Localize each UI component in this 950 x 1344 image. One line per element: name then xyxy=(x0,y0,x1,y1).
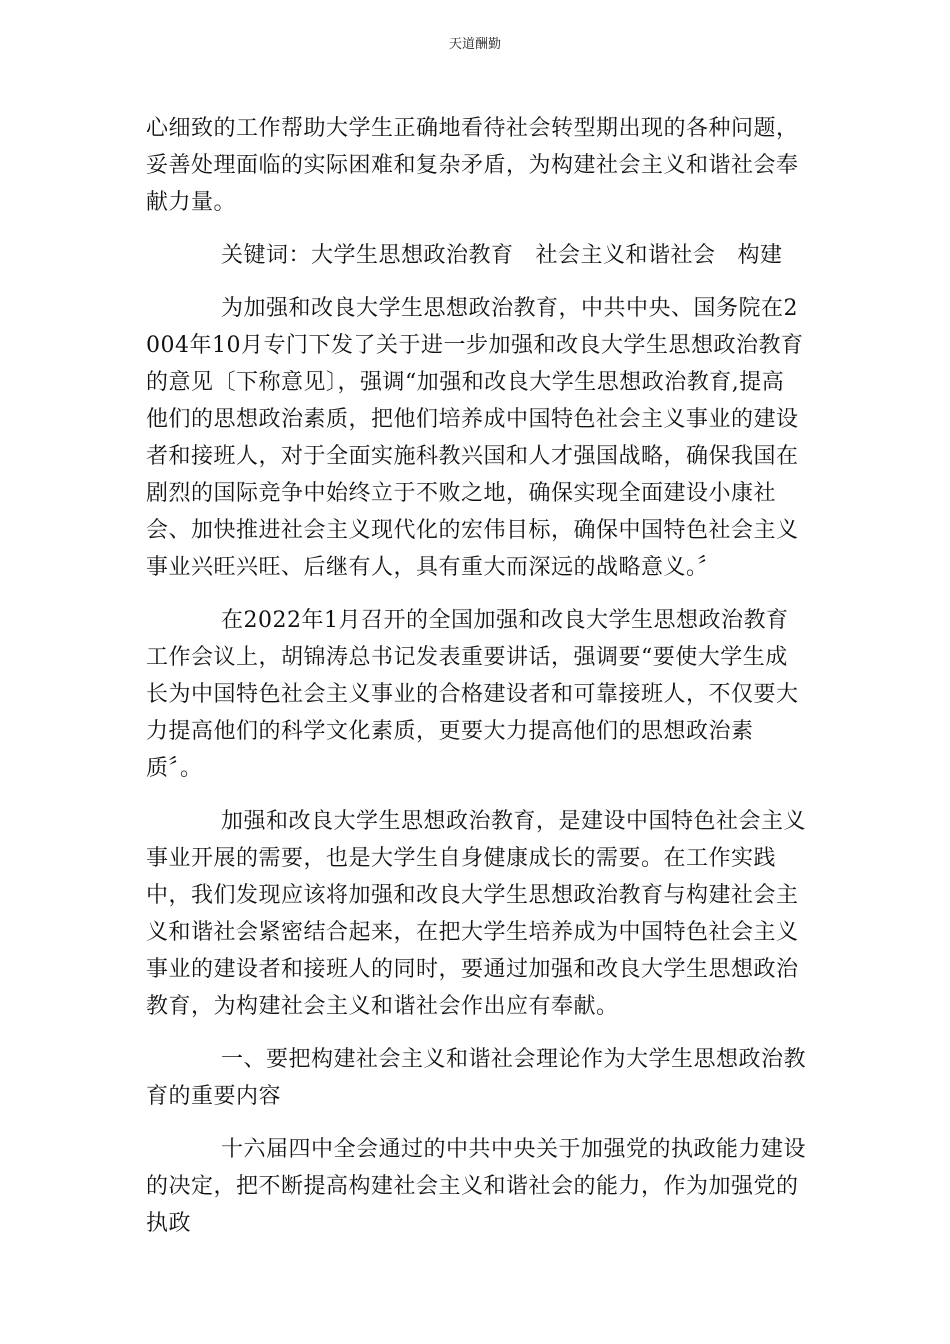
keyword: 构建 xyxy=(737,243,783,268)
paragraph: 在2022年1月召开的全国加强和改良大学生思想政治教育工作会议上，胡锦涛总书记发表重要讲话，强调要“要使大学生成长为中国特色社会主义事业的合格建设者和可靠接班人，不仅要大力提高他们的科学文化素质，更要大力提高他们的思想政治素质〞。 xyxy=(146,608,799,781)
paragraph: 加强和改良大学生思想政治教育，是建设中国特色社会主义事业开展的需要，也是大学生自身健康成长的需要。在工作实践中，我们发现应该将加强和改良大学生思想政治教育与构建社会主义和谐社会紧密结合起来，在把大学生培养成为中国特色社会主义事业的建设者和接班人的同时，要通过加强和改良大学生思想政治教育，为构建社会主义和谐社会作出应有奉献。 xyxy=(146,809,807,1019)
paragraph: 十六届四中全会通过的中共中央关于加强党的执政能力建设的决定，把不断提高构建社会主义和谐社会的能力，作为加强党的执政 xyxy=(146,1137,807,1236)
abstract-tail: 心细致的工作帮助大学生正确地看待社会转型期出现的各种问题，妥善处理面临的实际困难和复杂矛盾，为构建社会主义和谐社会奉献力量。 xyxy=(146,116,799,215)
keyword: 大学生思想政治教育 xyxy=(311,243,514,268)
paragraph: 为加强和改良大学生思想政治教育，中共中央、国务院在2004年10月专门下发了关于进一步加强和改良大学生思想政治教育的意见〔下称意见〕，强调“加强和改良大学生思想政治教育,提高他们的思想政治素质，把他们培养成中国特色社会主义事业的建设者和接班人，对于全面实施科教兴国和人才强国战略，确保我国在剧烈的国际竞争中始终立于不败之地，确保实现全面建设小康社会、加快推进社会主义现代化的宏伟目标，确保中国特色社会主义事业兴旺兴旺、后继有人，具有重大而深远的战略意义。〞 xyxy=(146,296,804,580)
keyword: 社会主义和谐社会 xyxy=(535,243,716,268)
page-header: 天道酬勤 xyxy=(448,37,501,52)
keywords-label: 关键词： xyxy=(221,243,312,268)
document-body xyxy=(146,110,806,1258)
section-heading: 一、要把构建社会主义和谐社会理论作为大学生思想政治教育的重要内容 xyxy=(146,1047,807,1109)
keywords-line xyxy=(146,237,806,274)
